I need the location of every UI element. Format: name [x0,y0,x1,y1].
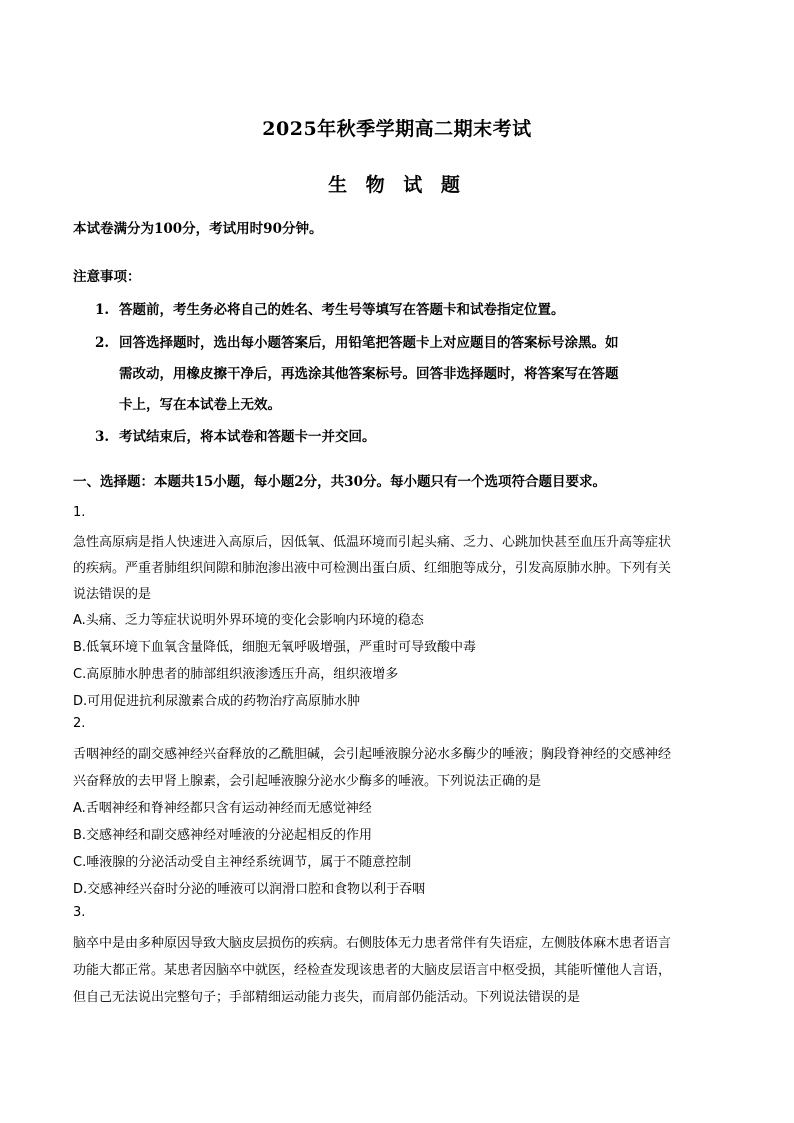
option-c: C.唾液腺的分泌活动受自主神经系统调节，属于不随意控制 [73,855,412,870]
notice-item-text: 需改动，用橡皮擦干净后，再选涂其他答案标号。回答非选择题时，将答案写在答题 [119,366,619,382]
notice-item-number: 3. [95,429,110,445]
question-stem: 的疾病。严重者肺组织间隙和肺泡渗出液中可检测出蛋白质、红细胞等成分，引发高原肺水肿。下列有关 [73,561,672,576]
question-stem: 舌咽神经的副交感神经兴奋释放的乙酰胆碱，会引起唾液腺分泌水多酶少的唾液；胸段脊神经的交感神经 [73,747,672,762]
notice-item-number: 2. [95,335,110,351]
question-stem: 兴奋释放的去甲肾上腺素，会引起唾液腺分泌水少酶多的唾液。下列说法正确的是 [73,774,542,789]
option-b: B.低氧环境下血氧含量降低，细胞无氧呼吸增强，严重时可导致酸中毒 [73,640,477,655]
exam-title: 2025年秋季学期高二期末考试 [262,118,532,140]
question-number: 2. [73,716,86,731]
option-d: D.交感神经兴奋时分泌的唾液可以润滑口腔和食物以利于吞咽 [73,882,426,897]
notice-item-text: 回答选择题时，选出每小题答案后，用铅笔把答题卡上对应题目的答案标号涂黑。如 [119,335,619,351]
question-stem: 急性高原病是指人快速进入高原后，因低氧、低温环境而引起头痛、乏力、心跳加快甚至血压升高等症状 [73,535,672,550]
question-stem: 说法错误的是 [73,587,152,602]
notice-item-text: 卡上，写在本试卷上无效。 [119,397,281,413]
option-a: A.头痛、乏力等症状说明外界环境的变化会影响内环境的稳态 [73,613,424,628]
exam-intro: 本试卷满分为100分，考试用时90分钟。 [73,221,323,237]
notice-item-number: 1. [95,302,110,318]
notice-item [95,331,619,351]
question-number: 3. [73,905,86,920]
option-d: D.可用促进抗利尿激素合成的药物治疗高原肺水肿 [73,694,361,709]
option-c: C.高原肺水肿患者的肺部组织液渗透压升高，组织液增多 [73,667,399,682]
question-stem: 脑卒中是由多种原因导致大脑皮层损伤的疾病。右侧肢体无力患者常伴有失语症，左侧肢体麻木患者语言 [73,936,672,951]
question-number: 1. [73,505,86,520]
section-heading: 一、选择题：本题共15小题，每小题2分，共30分。每小题只有一个选项符合题目要求。 [73,474,606,490]
question-stem: 功能大都正常。某患者因脑卒中就医，经检查发现该患者的大脑皮层语言中枢受损，其能听懂他人言语， [73,963,672,978]
notice-item-text: 答题前，考生务必将自己的姓名、考生号等填写在答题卡和试卷指定位置。 [119,302,565,318]
notice-item-text: 考试结束后，将本试卷和答题卡一并交回。 [119,429,376,445]
notice-item [95,298,565,318]
question-stem: 但自己无法说出完整句子；手部精细运动能力丧失，而肩部仍能活动。下列说法错误的是 [73,990,581,1005]
notice-heading: 注意事项： [73,269,141,285]
notice-item [95,425,376,445]
option-a: A.舌咽神经和脊神经都只含有运动神经而无感觉神经 [73,801,372,816]
option-b: B.交感神经和副交感神经对唾液的分泌起相反的作用 [73,828,373,843]
subject-title: 生 物 试 题 [328,174,466,196]
